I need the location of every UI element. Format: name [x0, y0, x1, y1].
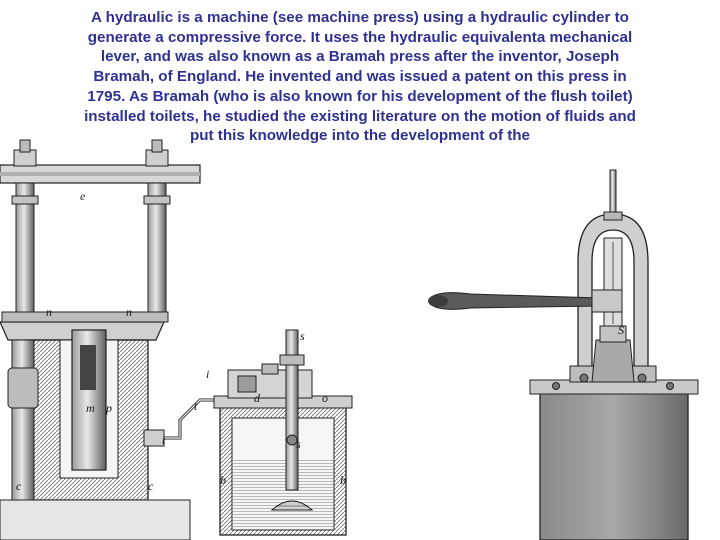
pump-section: [214, 330, 352, 535]
label-m: m: [86, 401, 95, 415]
caption-line: 1795. As Bramah (who is also known for his development of the flush toilet): [87, 87, 633, 105]
label-n-left: n: [46, 305, 52, 319]
label-d: d: [254, 391, 260, 405]
label-e: e: [80, 189, 86, 203]
label-b-right: b: [340, 473, 346, 487]
caption-text: [40, 8, 680, 146]
label-t2: t: [162, 433, 166, 447]
label-s-bottom: s: [296, 437, 301, 451]
label-o: o: [322, 391, 328, 405]
caption-line: A hydraulic is a machine (see machine press) using a hydraulic cylinder to: [91, 9, 629, 26]
caption-line: lever, and was also known as a Bramah press after the inventor, Joseph: [100, 48, 620, 66]
main-press-section: [0, 140, 240, 540]
label-c-left: c: [16, 479, 22, 493]
label-t: t: [194, 399, 198, 413]
label-i: i: [206, 367, 210, 381]
caption-line: installed toilets, he studied the existing literature on the motion of fluids and: [84, 107, 636, 125]
caption-line: put this knowledge into the development of the: [189, 127, 531, 145]
label-n-right: n: [126, 305, 132, 319]
label-b-left: b: [220, 473, 226, 487]
label-s-top: s: [300, 329, 305, 343]
caption-line: generate a compressive force. It uses the hydraulic equivalenta mechanical: [87, 28, 633, 46]
external-press-view: [428, 170, 698, 540]
label-p: p: [106, 401, 112, 415]
label-S-right: S: [618, 323, 624, 337]
caption-line: Bramah, of England. He invented and was issued a patent on this press in: [93, 68, 627, 86]
label-c-right: c: [148, 479, 154, 493]
